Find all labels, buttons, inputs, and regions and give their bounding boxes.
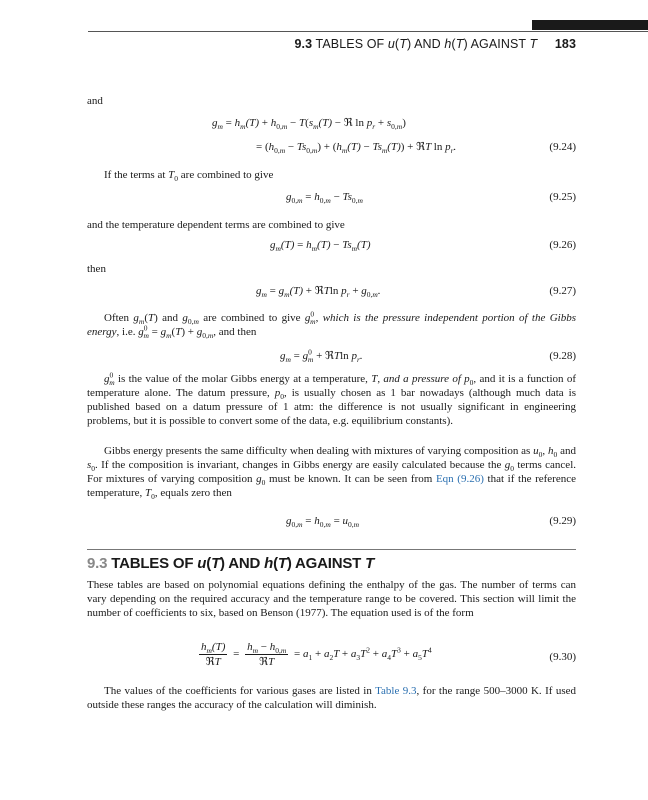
- running-head: [294, 37, 576, 51]
- equation-number-9-24: (9.24): [549, 141, 576, 153]
- equation-number-9-30: (9.30): [549, 651, 576, 663]
- equation-9-29: $g_{0,m} = h_{0,m} = u_{0,m}$: [286, 515, 360, 530]
- link-table-9-3[interactable]: Table 9.3: [375, 685, 417, 697]
- equation-9-24-line1: $g_m = h_m(T) + h_{0,m} - T(s_m(T)$ − ℜ $\ln p_r + s_{0,m}$): [212, 117, 406, 132]
- running-head-title: TABLES OF u(T) AND h(T) AGAINST T: [315, 37, 538, 51]
- equation-9-27: $g_m = g_m(T)$ + ℜTln $p_r + g_{0,m}$.: [256, 285, 381, 300]
- text-temp-dependent: and the temperature dependent terms are combined to give: [87, 219, 345, 231]
- paragraph-gibbs-definition: $g^0_m$ is the value of the molar Gibbs energy at a temperature, T, and a pressure of $p_0$, and it is a function of temperature alone. The datum pressure, $p_0$, is usually chosen as 1 bar nowadays (although much data is published based on a datum pressure of 1 atm: the difference is not usually significant in engineering problems, but it is possible to convert some of the data, e.g. equilibrium constants).: [87, 370, 576, 427]
- equation-9-28: $g_m = g^0_m$ + ℜTln $p_r$.: [280, 347, 363, 365]
- equation-9-26: $g_m(T) = h_m(T) - Ts_m(T)$: [270, 239, 371, 254]
- equation-9-30: $\frac{h_m(T)}{\text{ℜT}}$ = $\frac{h_m - h_{0,m}}{\text{ℜT}}$ = $a_1 + a_2T + a_3T^2 + a_4T^3 + a_5T^4$: [201, 641, 432, 668]
- equation-number-9-27: (9.27): [549, 285, 576, 297]
- section-number: 9.3: [87, 555, 108, 572]
- text-and: and: [87, 95, 103, 107]
- paragraph-gibbs-mixtures: Gibbs energy presents the same difficulty when dealing with mixtures of varying composition as $u_0$, $h_0$ and $s_0$. If the composition is invariant, changes in Gibbs energy are easily calculated because the $g_0$ terms cancel. For mixtures of varying composition $g_0$ must be known. It can be seen from Eqn (9.26) that if the reference temperature, $T_0$, equals zero then: [87, 445, 577, 502]
- equation-number-9-29: (9.29): [549, 515, 576, 527]
- text-then: then: [87, 263, 106, 275]
- text-if-terms: If the terms at $T_0$ are combined to give: [104, 169, 274, 184]
- equation-9-25: $g_{0,m} = h_{0,m} - Ts_{0,m}$: [286, 191, 363, 206]
- equation-9-24-line2: = $(h_{0,m} - Ts_{0,m}) + (h_m(T) - Ts_m(T))$ + ℜT $\ln p_r$.: [256, 141, 457, 156]
- page-number: 183: [554, 37, 576, 51]
- section-title: TABLES OF u(T) AND h(T) AGAINST T: [111, 555, 375, 572]
- link-eqn-9-26[interactable]: Eqn (9.26): [435, 473, 484, 485]
- equation-number-9-25: (9.25): [549, 191, 576, 203]
- paragraph-tables: These tables are based on polynomial equations defining the enthalpy of the gas. The number of terms can vary depending on the required accuracy and the temperature range to be covered. This section will limit the number of coefficients to six, based on Benson (1977). The equation used is of the form: [87, 579, 576, 619]
- paragraph-often: Often $g_m(T)$ and $g_{0,m}$ are combined to give $g^0_m$, which is the pressure independent portion of the Gibbs energy, i.e. $g^0_m = g_m(T) + g_{0,m}$, and then: [87, 309, 576, 341]
- paragraph-coefficients: The values of the coefficients for various gases are listed in Table 9.3, for the range 500–3000 K. If used outside these ranges the accuracy of the calculation will diminish.: [87, 685, 576, 711]
- header-bar: [532, 20, 648, 30]
- equation-number-9-28: (9.28): [549, 350, 576, 362]
- header-rule: [88, 31, 648, 32]
- running-head-section: 9.3: [294, 37, 313, 51]
- section-heading: [87, 555, 374, 572]
- section-rule: [87, 549, 576, 550]
- equation-number-9-26: (9.26): [549, 239, 576, 251]
